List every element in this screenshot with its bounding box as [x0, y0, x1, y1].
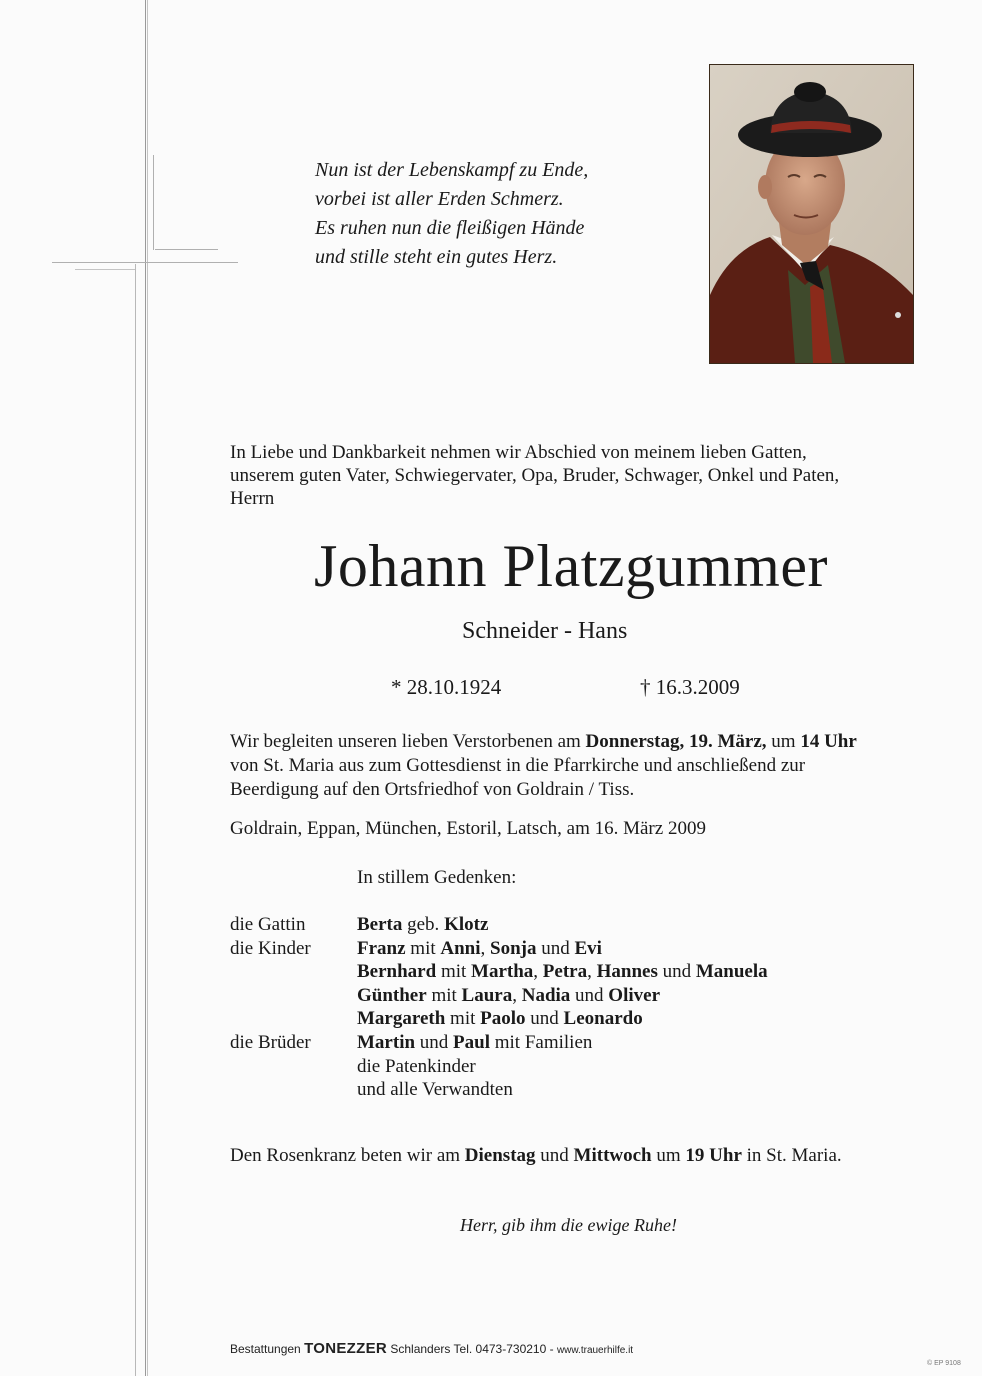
- intro-line: In Liebe und Dankbarkeit nehmen wir Abschied von meinem lieben Gatten,: [230, 442, 807, 463]
- mourner-names: Bernhard mit Martha, Petra, Hannes und Manuela: [357, 961, 768, 983]
- poem-line: Nun ist der Lebenskampf zu Ende,: [315, 159, 589, 181]
- deceased-name: Johann Platzgummer: [314, 533, 828, 599]
- left-vertical-rule: [145, 0, 148, 1376]
- funeral-line: [230, 730, 857, 754]
- cross-right-arm: [155, 249, 218, 250]
- mourner-row-brothers: [230, 1031, 768, 1055]
- godchildren: die Patenkinder: [357, 1055, 476, 1077]
- cross-crossbar: [52, 262, 238, 263]
- funeral-home-brand: TONEZZER: [304, 1340, 388, 1357]
- mourner-names: Martin und Paul mit Familien: [357, 1031, 593, 1053]
- funeral-text: Wir begleiten unseren lieben Verstorbenen am: [230, 731, 586, 752]
- funeral-text: um: [766, 731, 801, 752]
- relatives: und alle Verwandten: [357, 1079, 513, 1101]
- death-date: † 16.3.2009: [640, 675, 740, 699]
- mourner-names: Günther mit Laura, Nadia und Oliver: [357, 984, 660, 1006]
- mourner-names: Berta geb. Klotz: [357, 914, 489, 935]
- cross-left-arm: [75, 269, 135, 270]
- mourner-row: [230, 960, 768, 984]
- mourner-row: [230, 1055, 768, 1079]
- funeral-date: Donnerstag, 19. März,: [585, 731, 767, 752]
- cross-upper-bar: [153, 155, 155, 250]
- poem-line: und stille steht ein gutes Herz.: [315, 246, 558, 268]
- closing-prayer: Herr, gib ihm die ewige Ruhe!: [460, 1215, 677, 1235]
- relation-label: die Gattin: [230, 914, 306, 935]
- deceased-nickname: Schneider - Hans: [462, 618, 628, 644]
- mourner-row: [230, 1007, 768, 1031]
- relation-label: die Brüder: [230, 1031, 311, 1053]
- mourner-names: Franz mit Anni, Sonja und Evi: [357, 937, 602, 959]
- mourner-row-children: [230, 937, 768, 961]
- funeral-line: Beerdigung auf den Ortsfriedhof von Goldrain / Tiss.: [230, 779, 635, 800]
- memory-heading: In stillem Gedenken:: [357, 867, 517, 888]
- mourner-row: [230, 1078, 768, 1102]
- mourners-list: [230, 913, 768, 1102]
- portrait-photo: [709, 64, 914, 364]
- mourner-row: [230, 984, 768, 1008]
- rosary-notice: Den Rosenkranz beten wir am Dienstag und Mittwoch um 19 Uhr in St. Maria.: [230, 1145, 842, 1166]
- intro-line: Herrn: [230, 488, 275, 509]
- place-and-date: Goldrain, Eppan, München, Estoril, Latsch, am 16. März 2009: [230, 818, 706, 839]
- funeral-home-footer: Bestattungen TONEZZER Schlanders Tel. 0473-730210 - www.trauerhilfe.it: [230, 1340, 634, 1357]
- funeral-line: von St. Maria aus zum Gottesdienst in die Pfarrkirche und anschließend zur: [230, 755, 806, 776]
- mourner-row-wife: [230, 913, 768, 937]
- website-link[interactable]: www.trauerhilfe.it: [556, 1345, 634, 1356]
- poem-line: vorbei ist aller Erden Schmerz.: [315, 188, 564, 210]
- relation-label: die Kinder: [230, 937, 311, 959]
- birth-date: * 28.10.1924: [391, 675, 502, 699]
- mourner-names: Margareth mit Paolo und Leonardo: [357, 1008, 643, 1030]
- intro-text: [230, 441, 920, 510]
- poem-line: Es ruhen nun die fleißigen Hände: [315, 217, 585, 239]
- intro-line: unserem guten Vater, Schwiegervater, Opa, Bruder, Schwager, Onkel und Paten,: [230, 465, 840, 486]
- cross-lower-bar: [135, 264, 136, 1376]
- portrait-image: [710, 65, 913, 363]
- funeral-notice: [230, 730, 857, 802]
- funeral-time: 14 Uhr: [800, 731, 857, 752]
- print-code: © EP 9108: [927, 1360, 961, 1367]
- memorial-poem: [315, 156, 588, 272]
